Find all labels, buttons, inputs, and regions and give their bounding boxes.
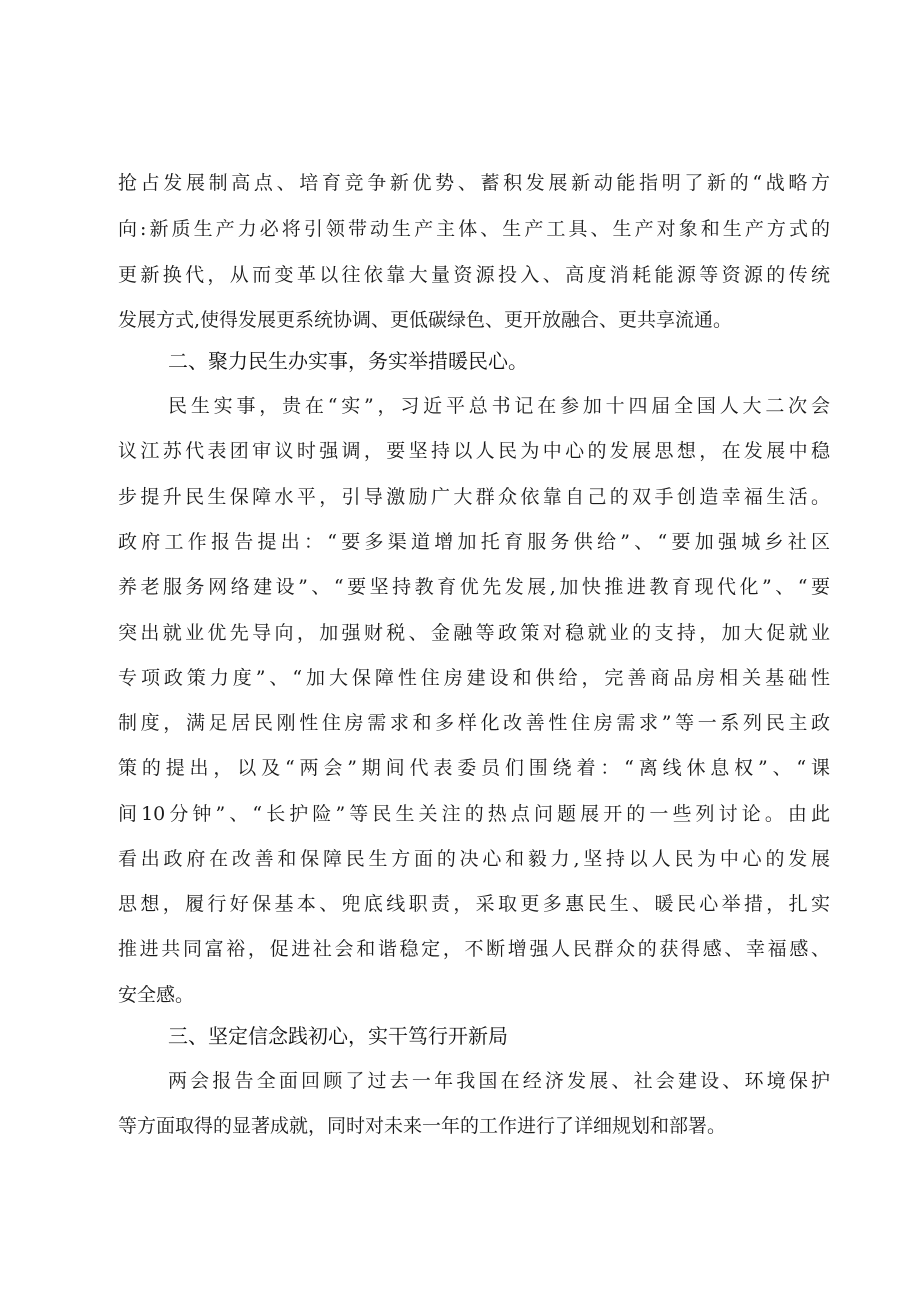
section-heading-2: 二、聚力民生办实事，务实举措暖民心。 [168,349,528,373]
paragraph-2-line-2: 议江苏代表团审议时强调，要坚持以人民为中心的发展思想，在发展中稳 [118,440,830,462]
paragraph-2-line-4: 政府工作报告提出：“要多渠道增加托育服务供给”、“要加强城乡社区 [118,531,830,553]
paragraph-3-line-1: 两会报告全面回顾了过去一年我国在经济发展、社会建设、环境保护 [168,1070,830,1092]
paragraph-2-line-3: 步提升民生保障水平，引导激励广大群众依靠自己的双手创造幸福生活。 [118,486,830,508]
paragraph-2-line-12: 思想，履行好保基本、兜底线职责，采取更多惠民生、暖民心举措，扎实 [118,893,830,915]
paragraph-1-line-3: 更新换代，从而变革以往依靠大量资源投入、高度消耗能源等资源的传统 [118,264,830,286]
paragraph-2-line-5: 养老服务网络建设”、“要坚持教育优先发展,加快推进教育现代化”、“要 [118,576,830,598]
paragraph-2-line-6: 突出就业优先导向，加强财税、金融等政策对稳就业的支持，加大促就业 [118,622,830,644]
paragraph-2-line-8: 制度，满足居民刚性住房需求和多样化改善性住房需求”等一系列民主政 [118,712,830,734]
paragraph-2-line-14: 安全感。 [118,984,195,1006]
paragraph-3-line-2: 等方面取得的显著成就，同时对未来一年的工作进行了详细规划和部署。 [118,1115,727,1137]
paragraph-2-line-10: 间10分钟”、“长护险”等民生关注的热点问题展开的一些列讨论。由此 [118,803,830,825]
paragraph-2-line-1: 民生实事，贵在“实”，习近平总书记在参加十四届全国人大二次会 [168,395,830,417]
paragraph-2-line-7: 专项政策力度”、“加大保障性住房建设和供给，完善商品房相关基础性 [118,667,830,689]
section-heading-3: 三、坚定信念践初心，实干笃行开新局 [168,1024,508,1048]
paragraph-1-line-1: 抢占发展制高点、培育竞争新优势、蓄积发展新动能指明了新的“战略方 [118,172,830,194]
paragraph-1-line-2: 向:新质生产力必将引领带动生产主体、生产工具、生产对象和生产方式的 [118,218,830,240]
paragraph-1-line-4: 发展方式,使得发展更系统协调、更低碳绿色、更开放融合、更共享流通。 [118,309,733,331]
paragraph-2-line-13: 推进共同富裕，促进社会和谐稳定，不断增强人民群众的获得感、幸福感、 [118,938,830,960]
paragraph-2-line-9: 策的提出，以及“两会”期间代表委员们围绕着：“离线休息权”、“课 [118,757,830,779]
paragraph-2-line-11: 看出政府在改善和保障民生方面的决心和毅力,坚持以人民为中心的发展 [118,848,830,870]
